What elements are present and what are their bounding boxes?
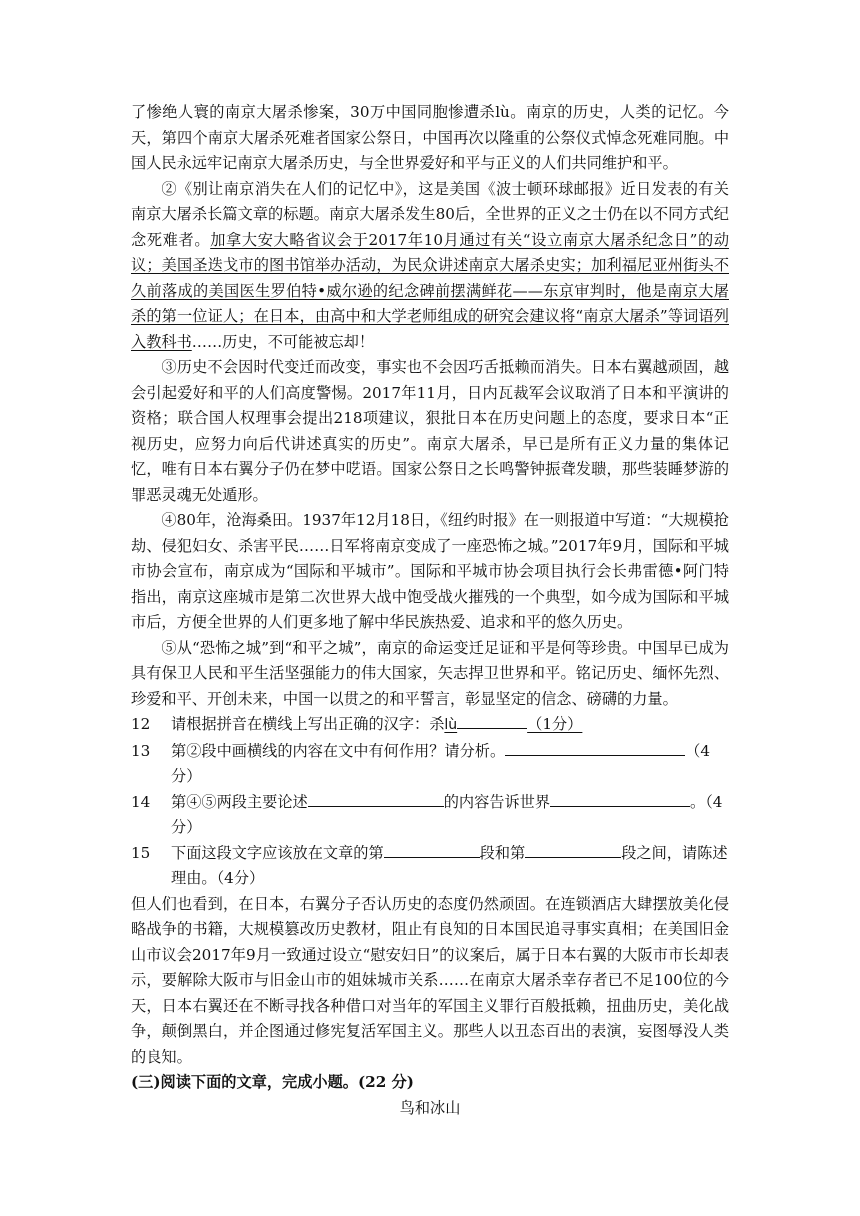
question-13-text: 第②段中画横线的内容在文中有何作用？请分析。 [171, 741, 506, 760]
question-15-text-c: 段之间，请陈述理由。（4分） [171, 843, 728, 887]
question-14-text-b: 的内容告诉世界 [443, 792, 550, 811]
question-12-text: 请根据拼音在横线上写出正确的汉字：杀 [171, 715, 445, 733]
paragraph-3: ③历史不会因时代变迁而改变，事实也不会因巧舌抵赖而消失。日本右翼越顽固，越会引起爱好和平的人们高度警惕。2017年11月，日内瓦裁军会议取消了日本和平演讲的资格；联合国人权理事会提出218项建议，狠批日本在历史问题上的态度，要求日本“正视历史，应努力向后代讲述真实的历史”。南京大屠杀，早已是所有正义力量的集体记忆，唯有日本右翼分子仍在梦中呓语。国家公祭日之长鸣警钟振聋发聩，那些装睡梦游的罪恶灵魂无处遁形。 [131, 358, 729, 504]
question-number: 12 [131, 715, 151, 733]
question-14-score: 。（4分） [171, 792, 723, 836]
paragraph-2-intro: ②《别让南京消失在人们的记忆中》，这是美国《波士顿环球邮报》近日发表的有关南京大屠杀长篇文章的标题。南京大屠杀发生80后，全世界的正义之士仍在以不同方式纪念死难者。 [131, 179, 729, 249]
question-number: 15 [131, 843, 151, 862]
question-number: 14 [131, 792, 151, 811]
paragraph-2-underlined-text: 加拿大安大略省议会于2017年10月通过有关“设立南京大屠杀纪念日”的动议；美国圣迭戈市的图书馆举办活动，为民众讲述南京大屠杀史实；加利福尼亚州街头不久前落成的美国医生罗伯特•威尔逊的纪念碑前摆满鲜花——东京审判时，他是南京大屠杀的第一位证人；在日本，由高中和大学老师组成的研究会建议将“南京大屠杀”等词语列入教科书 [131, 230, 730, 351]
section-heading: (三)阅读下面的文章，完成小题。(22 分) [131, 1073, 414, 1091]
paragraph-5: ⑤从“恐怖之城”到“和平之城”，南京的命运变迁足证和平是何等珍贵。中国早已成为具有保卫人民和平生活坚强能力的伟大国家，矢志捍卫世界和平。铭记历史、缅怀先烈、珍爱和平、开创未来，中国一以贯之的和平誓言，彰显坚定的信念、磅礴的力量。 [131, 638, 729, 708]
question-12 [131, 712, 729, 739]
article-title: 鸟和冰山 [399, 1098, 461, 1117]
paragraph-2-end: ……历史，不可能被忘却！ [191, 332, 374, 351]
document-body [131, 100, 729, 1121]
question-14-text-a: 第④⑤两段主要论述 [171, 792, 308, 811]
paragraph-4: ④80年，沧海桑田。1937年12月18日，《纽约时报》在一则报道中写道：“大规模抢劫、侵犯妇女、杀害平民……日军将南京变成了一座恐怖之城。”2017年9月，国际和平城市协会宣布，南京成为“国际和平城市”。国际和平城市协会项目执行会长弗雷德•阿门特指出，南京这座城市是第二次世界大战中饱受战火摧残的一个典型，如今成为国际和平城市后，方便全世界的人们更多地了解中华民族热爱、追求和平的悠久历史。 [131, 511, 729, 631]
question-14 [131, 790, 729, 841]
paragraph-1: 了惨绝人寰的南京大屠杀惨案，30万中国同胞惨遭杀lù。南京的历史，人类的记忆。今天，第四个南京大屠杀死难者国家公祭日，中国再次以隆重的公祭仪式悼念死难同胞。中国人民永远牢记南京大屠杀历史，与全世界爱好和平与正义的人们共同维护和平。 [131, 103, 729, 172]
question-13-score: （4分） [171, 741, 710, 785]
question-15-text-b: 段和第 [479, 843, 526, 862]
question-13 [131, 739, 729, 790]
question-15-answer-blank-1[interactable] [384, 841, 480, 858]
question-15-text-a: 下面这段文字应该放在文章的第 [171, 843, 384, 862]
question-15 [131, 841, 729, 892]
question-13-answer-blank[interactable] [505, 739, 685, 756]
question-14-answer-blank-1[interactable] [308, 790, 444, 807]
question-12-pinyin: lù [444, 717, 458, 733]
insert-paragraph: 但人们也看到，在日本，右翼分子否认历史的态度仍然顽固。在连锁酒店大肆摆放美化侵略战争的书籍，大规模篡改历史教材，阻止有良知的日本国民追寻事实真相；在美国旧金山市议会2017年9月一致通过设立“慰安妇日”的议案后，属于日本右翼的大阪市市长却表示，要解除大阪市与旧金山市的姐妹城市关系……在南京大屠杀幸存者已不足100位的今天，日本右翼还在不断寻找各种借口对当年的军国主义罪行百般抵赖，扭曲历史，美化战争，颠倒黑白，并企图通过修宪复活军国主义。那些人以丑态百出的表演，妄图辱没人类的良知。 [131, 894, 729, 1066]
paragraph-2 [131, 177, 729, 356]
question-number: 13 [131, 741, 151, 760]
question-15-answer-blank-2[interactable] [525, 841, 621, 858]
question-12-score: （1分） [527, 715, 583, 733]
question-12-answer-blank[interactable] [457, 712, 527, 729]
question-14-answer-blank-2[interactable] [550, 790, 690, 807]
